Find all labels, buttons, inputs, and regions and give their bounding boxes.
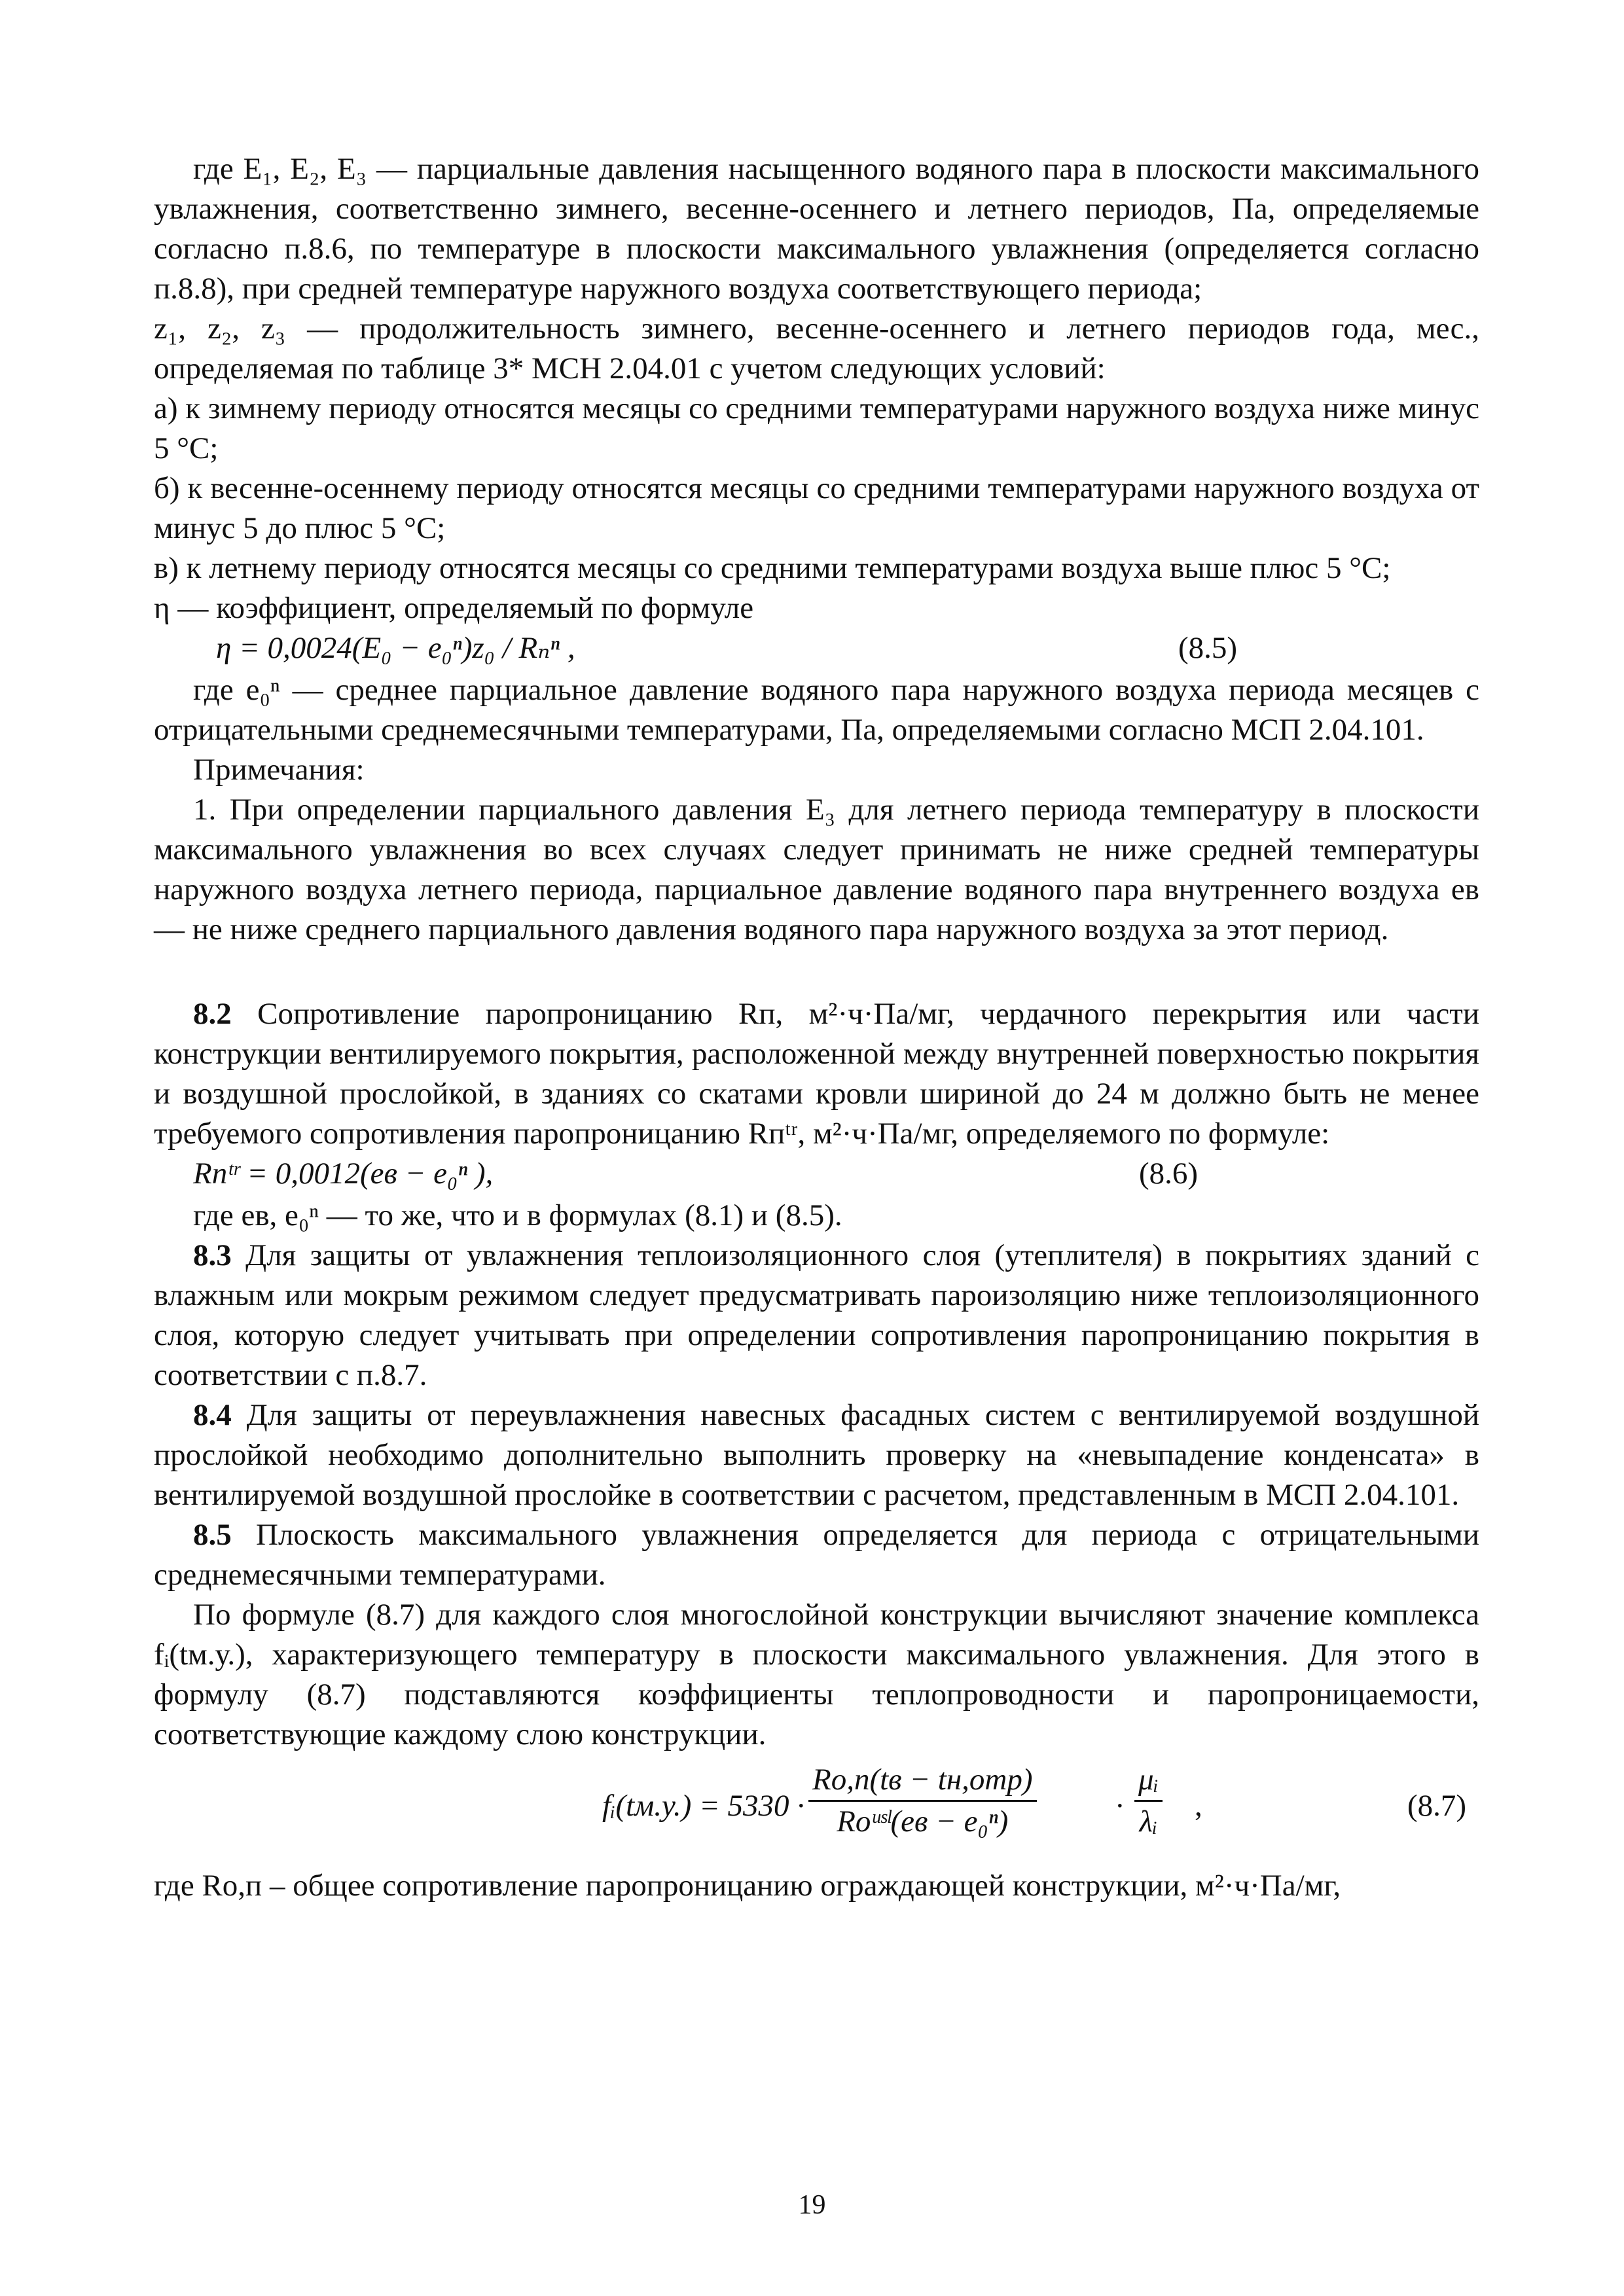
spacer bbox=[154, 950, 1479, 994]
section-8-5-text: Плоскость максимального увлажнения определяется для периода с отрицательными среднемесячными температурами. bbox=[154, 1518, 1479, 1592]
formula-8-7-lhs: fᵢ(tм.у.) = 5330 · bbox=[602, 1789, 804, 1823]
formula-8-6-number: (8.6) bbox=[1139, 1157, 1199, 1191]
paragraph-e0-definition: где e₀ⁿ — среднее парциальное давление водяного пара наружного воздуха периода месяцев с отрицательными среднемесячными температурами, Па, определяемыми согласно МСП 2.04.101. bbox=[154, 673, 1479, 747]
formula-8-7-mu: μᵢ bbox=[1138, 1763, 1159, 1797]
list-item-summer: в) к летнему периоду относятся месяцы со средними температурами воздуха выше плюс 5 °С; bbox=[154, 551, 1391, 585]
paragraph-eta-definition: η — коэффициент, определяемый по формуле bbox=[154, 591, 754, 625]
section-8-2 bbox=[154, 994, 1479, 1154]
section-8-2-text: Сопротивление паропроницанию Rп, м²·ч·Па/мг, чердачного перекрытия или части конструкции вентилируемого покрытия, расположенной между внутренней поверхностью покрытия и воздушной прослойкой, в зданиях со скатами кровли шириной до 24 м должно быть не менее требуемого сопротивления паропроницанию Rпᵗʳ, м²·ч·Па/мг, определяемого по формуле: bbox=[154, 997, 1479, 1151]
formula-8-7-comma: , bbox=[1195, 1789, 1202, 1823]
formula-8-5 bbox=[154, 628, 1479, 670]
section-8-4-text: Для защиты от переувлажнения навесных фасадных систем с вентилируемой воздушной прослойкой необходимо дополнительно выполнить проверку на «невыпадение конденсата» в вентилируемой воздушной прослойке в соответствии с расчетом, представленным в МСП 2.04.101. bbox=[154, 1398, 1479, 1512]
formula-8-7-denominator: Rоᵘˢˡ(eв − e₀ⁿ) bbox=[837, 1804, 1009, 1839]
paragraph-Rop-definition: где Rо,п – общее сопротивление паропроницанию ограждающей конструкции, м²·ч·Па/мг, bbox=[154, 1869, 1341, 1903]
formula-8-5-expression: η = 0,0024(E₀ − e₀ⁿ)z₀ / Rₙⁿ , bbox=[216, 631, 575, 665]
section-8-3 bbox=[154, 1236, 1479, 1395]
list-item-spring-autumn: б) к весенне-осеннему периоду относятся месяцы со средними температурами наружного воздуха от минус 5 до плюс 5 °С; bbox=[154, 471, 1479, 545]
paragraph-z-definitions: z₁, z₂, z₃ — продолжительность зимнего, весенне-осеннего и летнего периодов года, мес., определяемая по таблице 3* МСН 2.04.01 с учетом следующих условий: bbox=[154, 312, 1479, 386]
paragraph-8-6-definitions: где eв, e₀ⁿ — то же, что и в формулах (8.1) и (8.5). bbox=[193, 1198, 842, 1232]
section-8-3-text: Для защиты от увлажнения теплоизоляционного слоя (утеплителя) в покрытиях зданий с влажным или мокрым режимом следует предусматривать пароизоляцию ниже теплоизоляционного слоя, которую следует учитывать при определении сопротивления паропроницанию покрытия в соответствии с п.8.7. bbox=[154, 1238, 1479, 1392]
section-8-4-number: 8.4 bbox=[193, 1398, 232, 1432]
formula-8-7-number: (8.7) bbox=[1407, 1789, 1467, 1823]
paragraph-formula-8-7-intro: По формуле (8.7) для каждого слоя многослойной конструкции вычисляют значение комплекса fᵢ(tм.у.), характеризующего температуру в плоскости максимального увлажнения. Для этого в формулу (8.7) подставляются коэффициенты теплопроводности и паропроницаемости, соответствующие каждому слою конструкции. bbox=[154, 1598, 1479, 1751]
notes-heading: Примечания: bbox=[193, 753, 365, 787]
section-8-3-number: 8.3 bbox=[193, 1238, 232, 1272]
multiply-dot: · bbox=[1115, 1789, 1125, 1823]
formula-8-7-lambda: λᵢ bbox=[1139, 1804, 1158, 1839]
formula-8-6 bbox=[154, 1154, 1479, 1196]
section-8-5-number: 8.5 bbox=[193, 1518, 232, 1552]
formula-8-6-expression: Rпᵗʳ = 0,0012(eв − e₀ⁿ ), bbox=[193, 1157, 494, 1191]
note-1: 1. При определении парциального давления E₃ для летнего периода температуру в плоскости максимального увлажнения во всех случаях следует принимать не ниже средней температуры наружного воздуха летнего периода, парциальное давление водяного пара внутреннего воздуха eв — не ниже среднего парциального давления водяного пара наружного воздуха за этот период. bbox=[154, 793, 1479, 946]
list-item-winter: а) к зимнему периоду относятся месяцы со средними температурами наружного воздуха ниже минус 5 °С; bbox=[154, 391, 1479, 465]
section-8-2-number: 8.2 bbox=[193, 997, 232, 1031]
formula-8-7-numerator: Rо,п(tв − tн,отр) bbox=[812, 1763, 1033, 1797]
section-8-4 bbox=[154, 1395, 1479, 1515]
paragraph-E-definitions: где E₁, E₂, E₃ — парциальные давления насыщенного водяного пара в плоскости максимального увлажнения, соответственно зимнего, весенне-осеннего и летнего периодов, Па, определяемые согласно п.8.6, по температуре в плоскости максимального увлажнения (определяется согласно п.8.8), при средней температуре наружного воздуха соответствующего периода; bbox=[154, 152, 1479, 306]
section-8-5 bbox=[154, 1515, 1479, 1595]
formula-8-7 bbox=[154, 1755, 1479, 1866]
formula-8-5-number: (8.5) bbox=[1178, 631, 1238, 665]
formula-8-7-main-fraction bbox=[808, 1760, 1037, 1842]
page-number: 19 bbox=[798, 2190, 826, 2220]
formula-8-7-mu-lambda-fraction bbox=[1134, 1760, 1163, 1842]
main-text bbox=[154, 149, 1479, 1906]
